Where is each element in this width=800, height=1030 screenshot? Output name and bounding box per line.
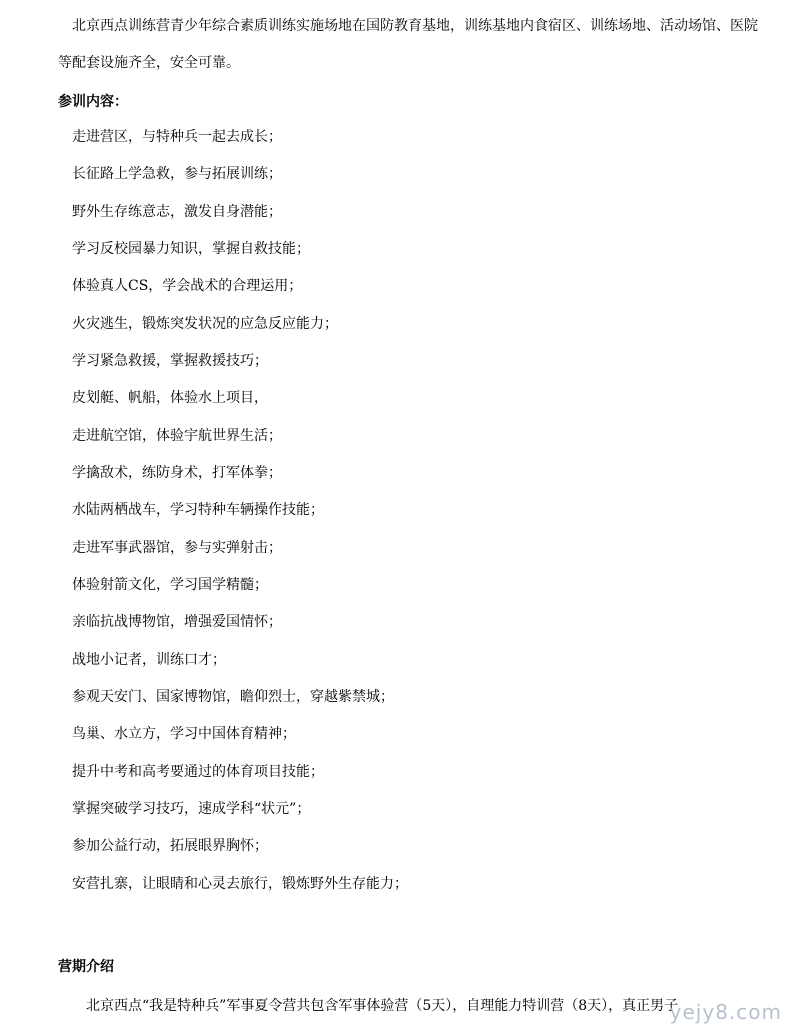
- list-item: 火灾逃生，锻炼突发状况的应急反应能力；: [72, 315, 338, 332]
- list-item: 体验射箭文化，学习国学精髓；: [72, 576, 268, 593]
- list-item: 走进军事武器馆，参与实弹射击；: [72, 539, 282, 556]
- list-item: 参加公益行动，拓展眼界胸怀；: [72, 838, 268, 855]
- list-item: 鸟巢、水立方，学习中国体育精神；: [72, 726, 296, 743]
- site-watermark: yejy8.com: [669, 1000, 782, 1024]
- list-item: 战地小记者，训练口才；: [72, 651, 226, 668]
- training-heading: 参训内容：: [58, 94, 128, 110]
- list-item: 学习反校园暴力知识，掌握自救技能；: [72, 240, 310, 257]
- list-item: 走进营区，与特种兵一起去成长；: [72, 129, 282, 145]
- list-item: 学习紧急救援，掌握救援技巧；: [72, 352, 268, 369]
- list-item: 掌握突破学习技巧，速成学科“状元”；: [72, 800, 311, 817]
- list-item: 学擒敌术，练防身术，打军体拳；: [72, 464, 282, 481]
- list-item: 野外生存练意志，激发自身潜能；: [72, 203, 282, 220]
- list-item: 走进航空馆，体验宇航世界生活；: [72, 427, 282, 444]
- intro-paragraph: 北京西点训练营青少年综合素质训练实施场地在国防教育基地，训练基地内食宿区、训练场地、活动场馆、医院等配套设施齐全，安全可靠。: [58, 18, 758, 71]
- list-item: 提升中考和高考要通过的体育项目技能；: [72, 763, 324, 780]
- camp-heading: 营期介绍: [58, 959, 114, 975]
- camp-paragraph: 北京西点“我是特种兵”军事夏令营共包含军事体验营（5天），自理能力特训营（8天），真正男子: [86, 998, 679, 1014]
- list-item: 体验真人CS，学会战术的合理运用；: [72, 278, 303, 295]
- list-item: 安营扎寨，让眼睛和心灵去旅行，锻炼野外生存能力；: [72, 875, 408, 892]
- training-list: [72, 127, 408, 911]
- list-item: 皮划艇、帆船，体验水上项目，: [72, 390, 268, 407]
- list-item: 长征路上学急救，参与拓展训练；: [72, 166, 282, 183]
- list-item: 亲临抗战博物馆，增强爱国情怀；: [72, 614, 282, 631]
- list-item: 参观天安门、国家博物馆，瞻仰烈士，穿越紫禁城；: [72, 688, 394, 705]
- list-item: 水陆两栖战车，学习特种车辆操作技能；: [72, 502, 324, 519]
